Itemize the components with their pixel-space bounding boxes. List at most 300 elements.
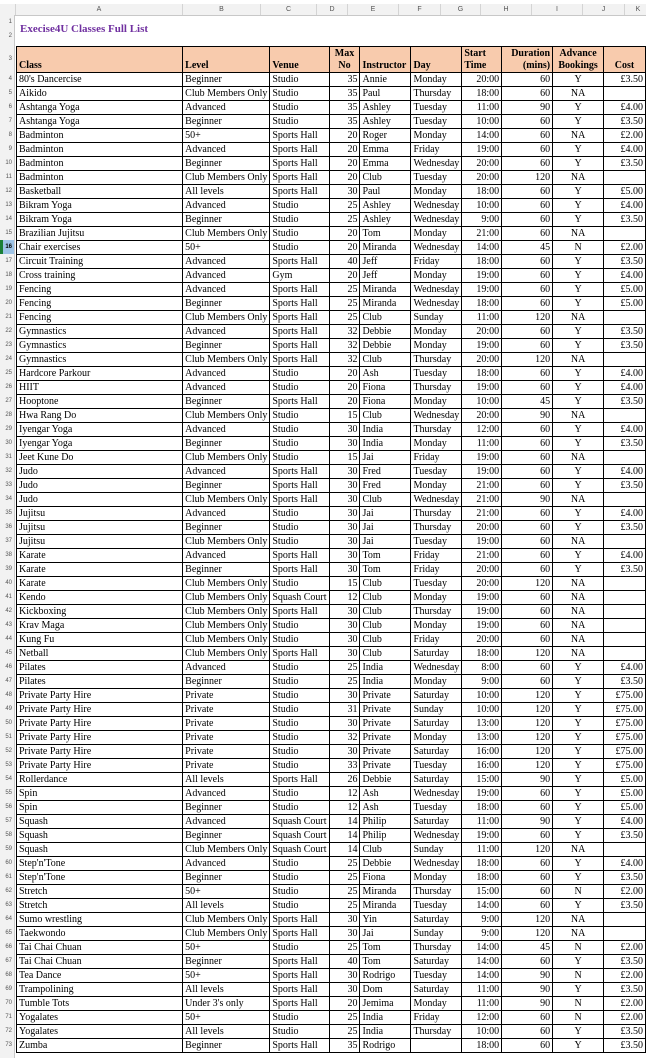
cell-cost[interactable] [604, 535, 646, 549]
cell-advance-bookings[interactable]: Y [553, 185, 604, 199]
cell-cost[interactable]: £4.00 [604, 423, 646, 437]
cell-cost[interactable] [604, 227, 646, 241]
cell-venue[interactable]: Sports Hall [270, 647, 329, 661]
row-number-41[interactable]: 41 [5, 594, 12, 600]
cell-day[interactable]: Wednesday [411, 661, 462, 675]
cell-instructor[interactable]: Miranda [360, 241, 411, 255]
cell-day[interactable]: Monday [411, 479, 462, 493]
cell-max-no[interactable]: 20 [329, 143, 360, 157]
cell-advance-bookings[interactable]: Y [553, 801, 604, 815]
cell-duration[interactable]: 60 [502, 199, 553, 213]
cell-instructor[interactable]: Jai [360, 927, 411, 941]
cell-max-no[interactable]: 25 [329, 885, 360, 899]
cell-cost[interactable] [604, 493, 646, 507]
cell-instructor[interactable]: Philip [360, 829, 411, 843]
cell-cost[interactable]: £4.00 [604, 269, 646, 283]
cell-instructor[interactable]: Yin [360, 913, 411, 927]
cell-venue[interactable]: Studio [270, 857, 329, 871]
cell-class[interactable]: Stretch [17, 885, 183, 899]
cell-max-no[interactable]: 20 [329, 381, 360, 395]
cell-day[interactable]: Friday [411, 633, 462, 647]
cell-instructor[interactable]: Debbie [360, 857, 411, 871]
cell-cost[interactable]: £5.00 [604, 787, 646, 801]
row-number-72[interactable]: 72 [5, 1028, 12, 1034]
cell-level[interactable]: All levels [183, 773, 270, 787]
cell-level[interactable]: Advanced [183, 787, 270, 801]
cell-day[interactable]: Monday [411, 185, 462, 199]
cell-max-no[interactable]: 20 [329, 157, 360, 171]
cell-instructor[interactable]: Paul [360, 185, 411, 199]
cell-advance-bookings[interactable]: Y [553, 521, 604, 535]
cell-duration[interactable]: 120 [502, 703, 553, 717]
cell-instructor[interactable]: Philip [360, 815, 411, 829]
cell-class[interactable]: Private Party Hire [17, 759, 183, 773]
cell-instructor[interactable]: Rodrigo [360, 969, 411, 983]
cell-start-time[interactable]: 14:00 [462, 941, 502, 955]
header-advance-bookings[interactable]: Advance Bookings [553, 47, 604, 73]
cell-level[interactable]: Beginner [183, 521, 270, 535]
row-number-63[interactable]: 63 [5, 902, 12, 908]
cell-advance-bookings[interactable]: Y [553, 339, 604, 353]
cell-advance-bookings[interactable]: Y [553, 1039, 604, 1053]
cell-day[interactable]: Saturday [411, 913, 462, 927]
cell-start-time[interactable]: 20:00 [462, 409, 502, 423]
cell-instructor[interactable]: Club [360, 171, 411, 185]
cell-cost[interactable]: £3.50 [604, 871, 646, 885]
cell-venue[interactable]: Sports Hall [270, 255, 329, 269]
cell-max-no[interactable]: 25 [329, 213, 360, 227]
cell-day[interactable]: Wednesday [411, 199, 462, 213]
cell-max-no[interactable]: 30 [329, 605, 360, 619]
cell-cost[interactable] [604, 451, 646, 465]
cell-max-no[interactable]: 20 [329, 227, 360, 241]
cell-max-no[interactable]: 30 [329, 913, 360, 927]
row-number-31[interactable]: 31 [5, 454, 12, 460]
cell-max-no[interactable]: 32 [329, 731, 360, 745]
cell-cost[interactable]: £4.00 [604, 199, 646, 213]
row-number-50[interactable]: 50 [5, 720, 12, 726]
cell-class[interactable]: Kung Fu [17, 633, 183, 647]
cell-class[interactable]: Squash [17, 815, 183, 829]
cell-level[interactable]: Club Members Only [183, 605, 270, 619]
row-number-28[interactable]: 28 [5, 412, 12, 418]
cell-class[interactable]: Judo [17, 465, 183, 479]
cell-start-time[interactable]: 11:00 [462, 101, 502, 115]
cell-start-time[interactable]: 11:00 [462, 311, 502, 325]
cell-day[interactable]: Tuesday [411, 535, 462, 549]
row-number-62[interactable]: 62 [5, 888, 12, 894]
cell-duration[interactable]: 60 [502, 857, 553, 871]
cell-day[interactable]: Monday [411, 437, 462, 451]
cell-advance-bookings[interactable]: NA [553, 927, 604, 941]
cell-max-no[interactable]: 20 [329, 241, 360, 255]
cell-duration[interactable]: 60 [502, 283, 553, 297]
cell-level[interactable]: All levels [183, 899, 270, 913]
cell-level[interactable]: Beginner [183, 955, 270, 969]
cell-class[interactable]: Cross training [17, 269, 183, 283]
cell-cost[interactable]: £4.00 [604, 101, 646, 115]
cell-cost[interactable] [604, 311, 646, 325]
cell-day[interactable]: Wednesday [411, 829, 462, 843]
cell-day[interactable]: Tuesday [411, 101, 462, 115]
cell-cost[interactable]: £2.00 [604, 129, 646, 143]
cell-venue[interactable]: Sports Hall [270, 297, 329, 311]
cell-max-no[interactable]: 12 [329, 787, 360, 801]
row-number-34[interactable]: 34 [5, 496, 12, 502]
cell-venue[interactable]: Studio [270, 633, 329, 647]
cell-advance-bookings[interactable]: Y [553, 423, 604, 437]
cell-cost[interactable]: £5.00 [604, 773, 646, 787]
cell-level[interactable]: Beginner [183, 1039, 270, 1053]
cell-instructor[interactable]: India [360, 437, 411, 451]
cell-class[interactable]: Ashtanga Yoga [17, 115, 183, 129]
cell-instructor[interactable]: Miranda [360, 297, 411, 311]
row-number-67[interactable]: 67 [5, 958, 12, 964]
cell-cost[interactable]: £3.50 [604, 157, 646, 171]
cell-start-time[interactable]: 10:00 [462, 703, 502, 717]
cell-duration[interactable]: 60 [502, 563, 553, 577]
cell-instructor[interactable]: Dom [360, 983, 411, 997]
cell-venue[interactable]: Studio [270, 675, 329, 689]
cell-max-no[interactable]: 30 [329, 983, 360, 997]
cell-instructor[interactable]: Paul [360, 87, 411, 101]
cell-start-time[interactable]: 18:00 [462, 367, 502, 381]
cell-instructor[interactable]: Ashley [360, 213, 411, 227]
cell-day[interactable]: Saturday [411, 773, 462, 787]
cell-instructor[interactable]: India [360, 661, 411, 675]
cell-max-no[interactable]: 30 [329, 745, 360, 759]
cell-duration[interactable]: 60 [502, 269, 553, 283]
cell-venue[interactable]: Studio [270, 381, 329, 395]
cell-instructor[interactable]: Ash [360, 367, 411, 381]
cell-class[interactable]: Squash [17, 843, 183, 857]
cell-instructor[interactable]: Fiona [360, 871, 411, 885]
row-number-12[interactable]: 12 [5, 188, 12, 194]
cell-venue[interactable]: Studio [270, 577, 329, 591]
cell-advance-bookings[interactable]: Y [553, 773, 604, 787]
cell-advance-bookings[interactable]: Y [553, 507, 604, 521]
cell-max-no[interactable]: 20 [329, 367, 360, 381]
cell-duration[interactable]: 120 [502, 759, 553, 773]
cell-level[interactable]: Beginner [183, 437, 270, 451]
row-number-39[interactable]: 39 [5, 566, 12, 572]
cell-start-time[interactable]: 11:00 [462, 843, 502, 857]
cell-max-no[interactable]: 25 [329, 899, 360, 913]
cell-venue[interactable]: Studio [270, 787, 329, 801]
select-all-corner[interactable] [0, 4, 16, 15]
cell-level[interactable]: Beginner [183, 871, 270, 885]
cell-advance-bookings[interactable]: Y [553, 815, 604, 829]
cell-class[interactable]: Zumba [17, 1039, 183, 1053]
cell-class[interactable]: Badminton [17, 157, 183, 171]
cell-level[interactable]: Club Members Only [183, 311, 270, 325]
cell-class[interactable]: Gymnastics [17, 353, 183, 367]
cell-duration[interactable]: 45 [502, 241, 553, 255]
cell-advance-bookings[interactable]: Y [553, 269, 604, 283]
cell-level[interactable]: Private [183, 745, 270, 759]
cell-advance-bookings[interactable]: Y [553, 661, 604, 675]
cell-start-time[interactable]: 10:00 [462, 689, 502, 703]
row-number-46[interactable]: 46 [5, 664, 12, 670]
header-cost[interactable]: Cost [604, 47, 646, 73]
cell-advance-bookings[interactable]: Y [553, 1025, 604, 1039]
cell-start-time[interactable]: 12:00 [462, 423, 502, 437]
cell-class[interactable]: Judo [17, 493, 183, 507]
cell-instructor[interactable]: Tom [360, 955, 411, 969]
cell-day[interactable]: Tuesday [411, 367, 462, 381]
cell-advance-bookings[interactable]: NA [553, 843, 604, 857]
cell-class[interactable]: Trampolining [17, 983, 183, 997]
cell-day[interactable]: Monday [411, 325, 462, 339]
cell-advance-bookings[interactable]: Y [553, 871, 604, 885]
column-letter-c[interactable]: C [261, 4, 317, 15]
cell-venue[interactable]: Sports Hall [270, 493, 329, 507]
cell-instructor[interactable]: Club [360, 843, 411, 857]
cell-duration[interactable]: 120 [502, 731, 553, 745]
cell-level[interactable]: Club Members Only [183, 353, 270, 367]
cell-advance-bookings[interactable]: NA [553, 87, 604, 101]
cell-cost[interactable]: £2.00 [604, 997, 646, 1011]
cell-cost[interactable]: £3.50 [604, 255, 646, 269]
cell-instructor[interactable]: Private [360, 731, 411, 745]
cell-day[interactable]: Thursday [411, 507, 462, 521]
cell-max-no[interactable]: 20 [329, 997, 360, 1011]
cell-cost[interactable] [604, 605, 646, 619]
cell-cost[interactable]: £2.00 [604, 969, 646, 983]
cell-level[interactable]: All levels [183, 185, 270, 199]
cell-venue[interactable]: Squash Court [270, 815, 329, 829]
cell-level[interactable]: 50+ [183, 129, 270, 143]
cell-day[interactable]: Thursday [411, 87, 462, 101]
cell-venue[interactable]: Sports Hall [270, 1039, 329, 1053]
row-number-71[interactable]: 71 [5, 1014, 12, 1020]
cell-instructor[interactable]: Jeff [360, 269, 411, 283]
cell-instructor[interactable]: Debbie [360, 325, 411, 339]
row-number-44[interactable]: 44 [5, 636, 12, 642]
row-number-10[interactable]: 10 [5, 160, 12, 166]
cell-start-time[interactable]: 8:00 [462, 661, 502, 675]
cell-max-no[interactable]: 30 [329, 689, 360, 703]
cell-venue[interactable]: Studio [270, 367, 329, 381]
cell-start-time[interactable]: 18:00 [462, 801, 502, 815]
cell-level[interactable]: Club Members Only [183, 535, 270, 549]
row-number-56[interactable]: 56 [5, 804, 12, 810]
cell-instructor[interactable]: Club [360, 493, 411, 507]
cell-venue[interactable]: Studio [270, 885, 329, 899]
cell-start-time[interactable]: 21:00 [462, 549, 502, 563]
row-number-68[interactable]: 68 [5, 972, 12, 978]
cell-class[interactable]: Private Party Hire [17, 731, 183, 745]
cell-start-time[interactable]: 21:00 [462, 227, 502, 241]
row-number-16[interactable]: 16 [0, 240, 14, 254]
cell-advance-bookings[interactable]: NA [553, 171, 604, 185]
cell-duration[interactable]: 60 [502, 87, 553, 101]
cell-venue[interactable]: Sports Hall [270, 955, 329, 969]
cell-cost[interactable]: £2.00 [604, 885, 646, 899]
cell-day[interactable]: Monday [411, 731, 462, 745]
cell-instructor[interactable]: Fiona [360, 381, 411, 395]
cell-advance-bookings[interactable]: Y [553, 115, 604, 129]
row-number-22[interactable]: 22 [5, 328, 12, 334]
cell-max-no[interactable]: 25 [329, 1011, 360, 1025]
cell-instructor[interactable]: Jemima [360, 997, 411, 1011]
row-number-73[interactable]: 73 [5, 1042, 12, 1048]
cell-instructor[interactable]: Jeff [360, 255, 411, 269]
cell-venue[interactable]: Sports Hall [270, 927, 329, 941]
cell-start-time[interactable]: 20:00 [462, 325, 502, 339]
row-number-4[interactable]: 4 [8, 76, 12, 82]
cell-start-time[interactable]: 12:00 [462, 1011, 502, 1025]
cell-max-no[interactable]: 32 [329, 353, 360, 367]
cell-instructor[interactable]: Fiona [360, 395, 411, 409]
cell-start-time[interactable]: 14:00 [462, 899, 502, 913]
cell-level[interactable]: Club Members Only [183, 227, 270, 241]
cell-day[interactable]: Friday [411, 451, 462, 465]
cell-instructor[interactable]: Club [360, 353, 411, 367]
cell-advance-bookings[interactable]: Y [553, 899, 604, 913]
cell-class[interactable]: Tai Chai Chuan [17, 955, 183, 969]
row-number-5[interactable]: 5 [8, 90, 12, 96]
cell-duration[interactable]: 60 [502, 591, 553, 605]
cell-instructor[interactable]: Annie [360, 73, 411, 87]
row-number-36[interactable]: 36 [5, 524, 12, 530]
cell-advance-bookings[interactable]: Y [553, 283, 604, 297]
column-letter-k[interactable]: K [625, 4, 646, 15]
cell-start-time[interactable]: 19:00 [462, 381, 502, 395]
row-number-64[interactable]: 64 [5, 916, 12, 922]
cell-venue[interactable]: Studio [270, 717, 329, 731]
cell-cost[interactable]: £75.00 [604, 759, 646, 773]
cell-class[interactable]: Private Party Hire [17, 717, 183, 731]
cell-cost[interactable] [604, 171, 646, 185]
row-number-24[interactable]: 24 [5, 356, 12, 362]
cell-day[interactable]: Thursday [411, 941, 462, 955]
row-number-7[interactable]: 7 [8, 118, 12, 124]
cell-instructor[interactable]: Jai [360, 507, 411, 521]
row-number-35[interactable]: 35 [5, 510, 12, 516]
cell-start-time[interactable]: 18:00 [462, 857, 502, 871]
cell-instructor[interactable]: Fred [360, 465, 411, 479]
cell-class[interactable]: Tumble Tots [17, 997, 183, 1011]
cell-venue[interactable]: Studio [270, 437, 329, 451]
cell-duration[interactable]: 60 [502, 899, 553, 913]
cell-advance-bookings[interactable]: Y [553, 955, 604, 969]
cell-cost[interactable] [604, 647, 646, 661]
column-letter-f[interactable]: F [399, 4, 441, 15]
cell-duration[interactable]: 60 [502, 129, 553, 143]
cell-cost[interactable]: £3.50 [604, 437, 646, 451]
cell-class[interactable]: Basketball [17, 185, 183, 199]
row-number-70[interactable]: 70 [5, 1000, 12, 1006]
cell-level[interactable]: Beginner [183, 73, 270, 87]
cell-level[interactable]: Club Members Only [183, 493, 270, 507]
cell-advance-bookings[interactable]: Y [553, 549, 604, 563]
cell-cost[interactable]: £5.00 [604, 297, 646, 311]
cell-duration[interactable]: 90 [502, 101, 553, 115]
header-day[interactable]: Day [411, 47, 462, 73]
cell-class[interactable]: Badminton [17, 129, 183, 143]
cell-max-no[interactable]: 30 [329, 493, 360, 507]
cell-duration[interactable]: 60 [502, 381, 553, 395]
cell-cost[interactable]: £3.50 [604, 675, 646, 689]
cell-class[interactable]: Jujitsu [17, 535, 183, 549]
row-number-61[interactable]: 61 [5, 874, 12, 880]
cell-day[interactable]: Tuesday [411, 171, 462, 185]
cell-class[interactable]: Bikram Yoga [17, 199, 183, 213]
cell-cost[interactable]: £4.00 [604, 367, 646, 381]
cell-instructor[interactable]: Miranda [360, 283, 411, 297]
cell-advance-bookings[interactable]: N [553, 969, 604, 983]
cell-class[interactable]: Aikido [17, 87, 183, 101]
cell-venue[interactable]: Studio [270, 689, 329, 703]
cell-max-no[interactable]: 15 [329, 409, 360, 423]
cell-level[interactable]: Advanced [183, 101, 270, 115]
cell-day[interactable]: Friday [411, 255, 462, 269]
cell-instructor[interactable]: Miranda [360, 899, 411, 913]
row-number-33[interactable]: 33 [5, 482, 12, 488]
cell-max-no[interactable]: 30 [329, 717, 360, 731]
cell-advance-bookings[interactable]: N [553, 885, 604, 899]
cell-day[interactable]: Tuesday [411, 969, 462, 983]
cell-instructor[interactable]: Club [360, 633, 411, 647]
cell-venue[interactable]: Sports Hall [270, 157, 329, 171]
cell-venue[interactable]: Sports Hall [270, 969, 329, 983]
cell-day[interactable]: Tuesday [411, 115, 462, 129]
cell-level[interactable]: Beginner [183, 395, 270, 409]
cell-day[interactable]: Wednesday [411, 787, 462, 801]
cell-instructor[interactable]: Debbie [360, 773, 411, 787]
cell-start-time[interactable]: 19:00 [462, 451, 502, 465]
cell-max-no[interactable]: 32 [329, 325, 360, 339]
cell-venue[interactable]: Studio [270, 409, 329, 423]
row-number-58[interactable]: 58 [5, 832, 12, 838]
cell-level[interactable]: Club Members Only [183, 927, 270, 941]
cell-venue[interactable]: Studio [270, 535, 329, 549]
cell-level[interactable]: Beginner [183, 829, 270, 843]
header-level[interactable]: Level [183, 47, 270, 73]
cell-instructor[interactable]: Club [360, 577, 411, 591]
cell-cost[interactable] [604, 409, 646, 423]
cell-level[interactable]: Advanced [183, 255, 270, 269]
cell-venue[interactable]: Studio [270, 801, 329, 815]
row-number-29[interactable]: 29 [5, 426, 12, 432]
cell-instructor[interactable]: India [360, 675, 411, 689]
cell-level[interactable]: Private [183, 703, 270, 717]
row-number-37[interactable]: 37 [5, 538, 12, 544]
cell-cost[interactable] [604, 577, 646, 591]
cell-class[interactable]: Taekwondo [17, 927, 183, 941]
cell-max-no[interactable]: 31 [329, 703, 360, 717]
cell-instructor[interactable]: Ashley [360, 101, 411, 115]
cell-cost[interactable]: £4.00 [604, 465, 646, 479]
cell-level[interactable]: 50+ [183, 241, 270, 255]
row-number-15[interactable]: 15 [5, 230, 12, 236]
cell-instructor[interactable]: India [360, 1025, 411, 1039]
cell-start-time[interactable]: 11:00 [462, 983, 502, 997]
cell-venue[interactable]: Studio [270, 619, 329, 633]
cell-level[interactable]: Advanced [183, 857, 270, 871]
cell-level[interactable]: 50+ [183, 1011, 270, 1025]
cell-advance-bookings[interactable]: Y [553, 857, 604, 871]
cell-max-no[interactable]: 40 [329, 955, 360, 969]
cell-level[interactable]: Club Members Only [183, 87, 270, 101]
cell-venue[interactable]: Sports Hall [270, 465, 329, 479]
cell-day[interactable]: Thursday [411, 423, 462, 437]
cell-class[interactable]: Krav Maga [17, 619, 183, 633]
cell-cost[interactable]: £3.50 [604, 1039, 646, 1053]
row-number-17[interactable]: 17 [5, 258, 12, 264]
cell-cost[interactable]: £3.50 [604, 955, 646, 969]
